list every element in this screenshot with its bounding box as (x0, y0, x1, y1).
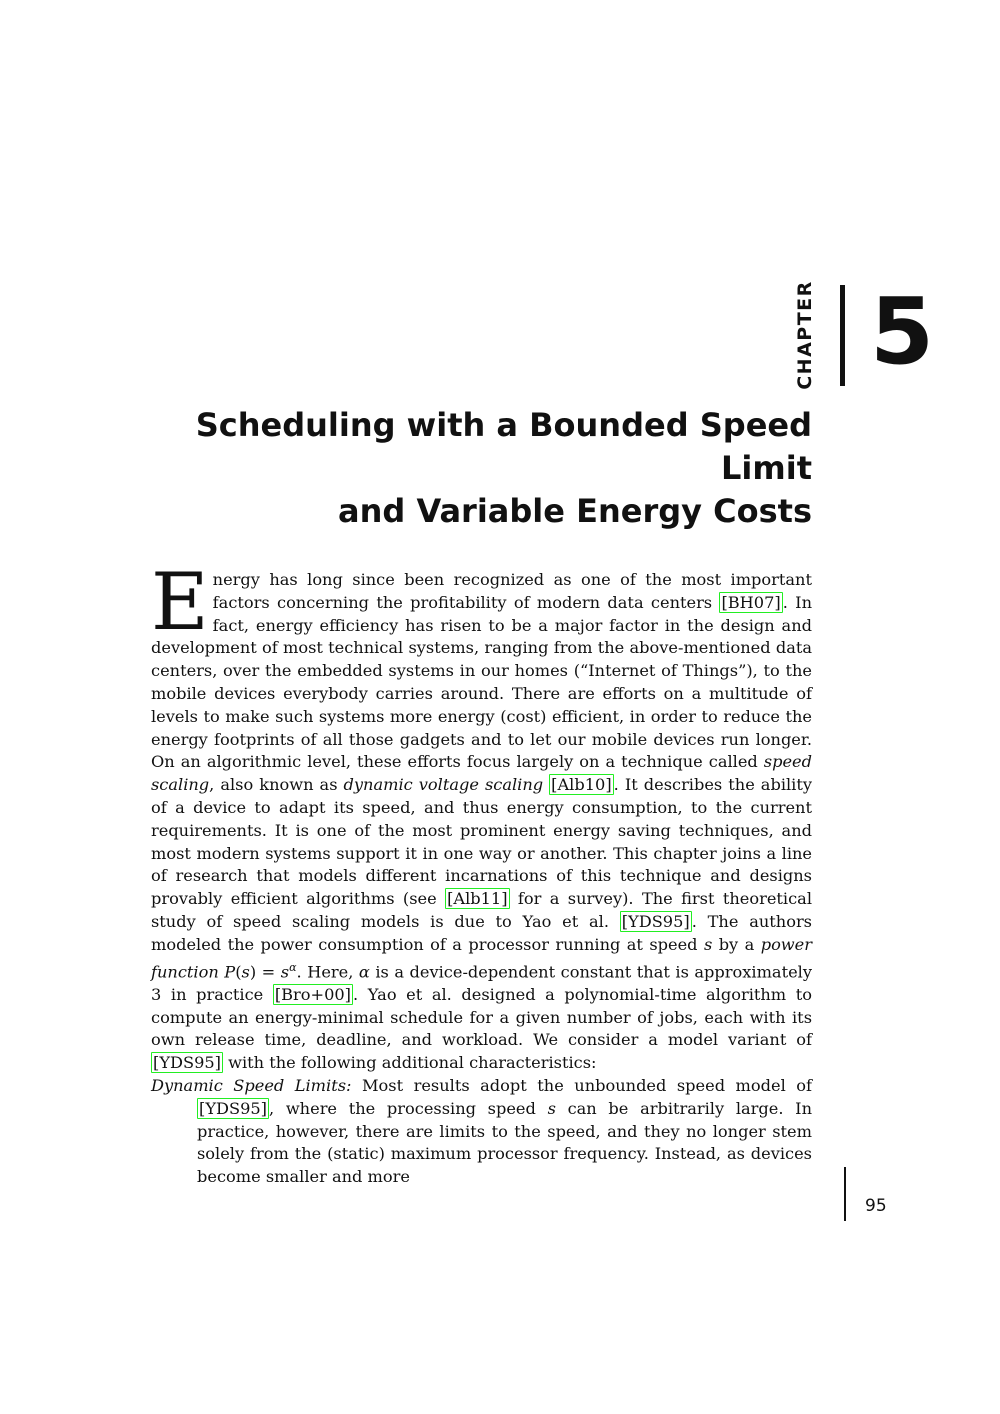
citation-alb11[interactable]: [Alb11] (447, 889, 508, 909)
intro-text-8: by a (712, 934, 761, 954)
intro-text-12: with the following additional characteristics: (222, 1053, 597, 1073)
citation-yds95-third[interactable]: [YDS95] (199, 1098, 267, 1118)
math-alpha-exponent: α (289, 960, 297, 974)
intro-text-5: . It describes the ability of a device to adapt its speed, and thus energy consumption, to the current requirements. It is one of the most prominent energy saving techniques, and most modern systems support it in one way or another. This chapter joins a line of research that models different incarnations of this technique and designs provably efficient algorithms (see (151, 775, 812, 909)
dsl-text-2: , where the processing speed (268, 1098, 548, 1118)
intro-text-1: nergy has long since been recognized as one of the most important factors concerning the profitability of modern data centers (212, 570, 812, 612)
chapter-body (151, 556, 813, 1189)
chapter-title-line-1: Scheduling with a Bounded Speed Limit (195, 406, 812, 487)
drop-cap: E (151, 556, 209, 648)
term-speed-scaling: speed scaling (151, 752, 812, 795)
dynamic-speed-limits-item (151, 1075, 812, 1189)
intro-text-7: . The authors modeled the power consumption of a processor running at speed (151, 911, 812, 954)
dsl-text-3: can be arbitrarily large. In practice, however, there are limits to the speed, and they no longer stem solely from the (static) maximum processor frequency. Instead, as devices become smaller and more (197, 1098, 812, 1187)
chapter-label-text: CHAPTER (794, 280, 817, 390)
chapter-title-line-2: and Variable Energy Costs (338, 492, 812, 530)
citation-bh07[interactable]: [BH07] (721, 592, 781, 612)
term-dynamic-voltage-scaling: dynamic voltage scaling (343, 775, 544, 795)
intro-text-3: , also known as (209, 775, 344, 795)
intro-text-2: . In fact, energy efficiency has risen to be a major factor in the design and development of most technical systems, ranging from the above-mentioned data centers, over the embedded systems in our homes (“Internet of Things”), to the mobile devices everybody carries around. There are efforts on a multitude of levels to make such systems more energy (cost) efficient, in order to reduce the energy footprints of all those gadgets and to let our mobile devices run longer. On an algorithmic level, these efforts focus largely on a technique called (151, 592, 812, 772)
citation-bro00[interactable]: [Bro+00] (274, 984, 351, 1004)
math-equals: ) = (249, 961, 281, 981)
term-power-function: power function (151, 934, 812, 981)
chapter-title (140, 404, 812, 533)
math-paren-open: ( (235, 961, 242, 981)
footer-divider (844, 1167, 846, 1221)
math-P: P (224, 961, 236, 981)
math-s-arg: s (241, 961, 250, 981)
chapter-divider (840, 285, 845, 386)
intro-text-6: for a survey). The first theoretical study of speed scaling models is due to Yao et al. (151, 889, 812, 931)
chapter-label (790, 280, 820, 390)
intro-paragraph (151, 556, 812, 1075)
citation-yds95-second[interactable]: [YDS95] (153, 1053, 221, 1073)
citation-alb10[interactable]: [Alb10] (551, 775, 612, 795)
math-alpha: α (358, 961, 370, 981)
dynamic-speed-limits-label: Dynamic Speed Limits: (151, 1075, 352, 1095)
citation-yds95[interactable]: [YDS95] (621, 911, 690, 931)
page-number: 95 (865, 1196, 887, 1216)
dsl-text-1: Most results adopt the unbounded speed model of (351, 1075, 813, 1095)
math-s: s (703, 934, 713, 954)
intro-text-11: . Yao et al. designed a polynomial-time algorithm to compute an energy-minimal schedule for a given number of jobs, each with its own release time, deadline, and workload. We consider a model variant of (151, 984, 812, 1050)
dsl-math-s: s (547, 1098, 556, 1118)
intro-text-9: . Here, (296, 961, 359, 981)
intro-text-10: is a device-dependent constant that is approximately 3 in practice (151, 961, 812, 1004)
chapter-number: 5 (870, 278, 935, 385)
math-s-base: s (280, 961, 290, 981)
